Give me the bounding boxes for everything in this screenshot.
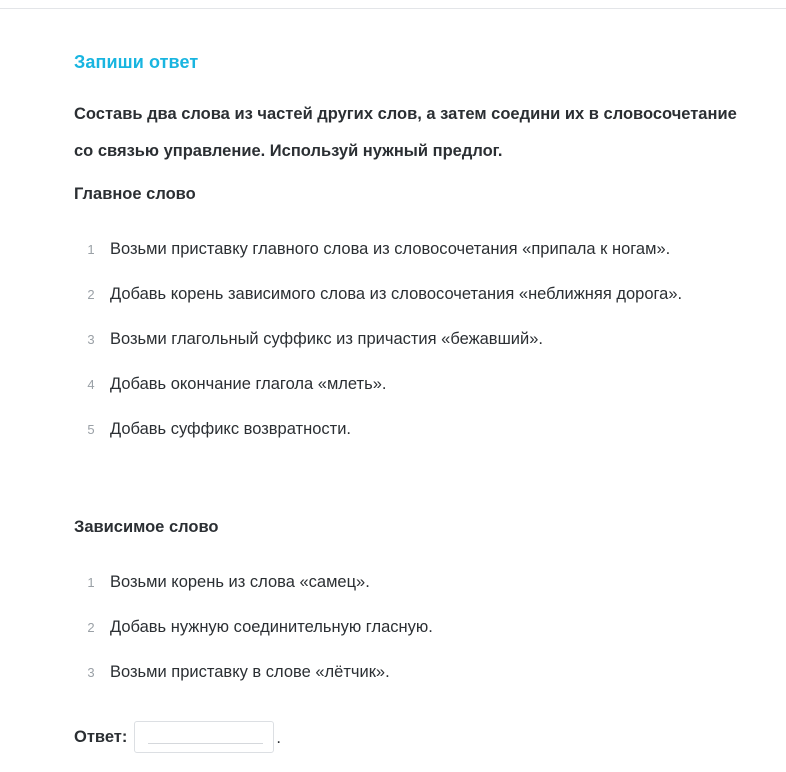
step-text: Добавь суффикс возвратности. (110, 420, 351, 438)
top-divider (0, 8, 786, 9)
list-item (74, 655, 774, 690)
list-item (74, 565, 774, 600)
step-text: Возьми глагольный суффикс из причастия «бежавший». (110, 330, 544, 348)
step-text: Возьми приставку в слове «лётчик». (110, 663, 390, 681)
main-word-steps (74, 232, 774, 457)
answer-input[interactable] (134, 721, 274, 753)
step-number: 3 (87, 665, 95, 680)
list-item (74, 322, 774, 357)
list-item (74, 610, 774, 645)
step-number: 2 (87, 620, 95, 635)
answer-input-underline (148, 743, 263, 744)
list-item (74, 277, 774, 312)
step-number: 3 (87, 332, 95, 347)
step-number: 5 (87, 422, 95, 437)
list-item (74, 367, 774, 402)
answer-suffix: . (276, 728, 281, 747)
step-text: Добавь корень зависимого слова из словосочетания «неближняя дорога». (110, 285, 683, 303)
step-number: 4 (87, 377, 95, 392)
step-text: Возьми корень из слова «самец». (110, 573, 370, 591)
answer-label: Ответ: (74, 727, 128, 746)
dependent-word-steps (74, 565, 774, 700)
step-number: 1 (87, 575, 95, 590)
answer-row (74, 720, 281, 754)
step-number: 1 (87, 242, 95, 257)
dependent-word-title: Зависимое слово (74, 518, 219, 536)
list-item (74, 412, 774, 447)
list-item (74, 232, 774, 267)
task-instructions: Составь два слова из частей других слов, а затем соедини их в словосочетание со связью управление. Используй нужный предлог. (74, 105, 737, 160)
main-word-title: Главное слово (74, 185, 196, 203)
task-title: Запиши ответ (74, 52, 199, 72)
step-number: 2 (87, 287, 95, 302)
step-text: Возьми приставку главного слова из словосочетания «припала к ногам». (110, 240, 671, 258)
step-text: Добавь окончание глагола «млеть». (110, 375, 387, 393)
step-text: Добавь нужную соединительную гласную. (110, 618, 433, 636)
